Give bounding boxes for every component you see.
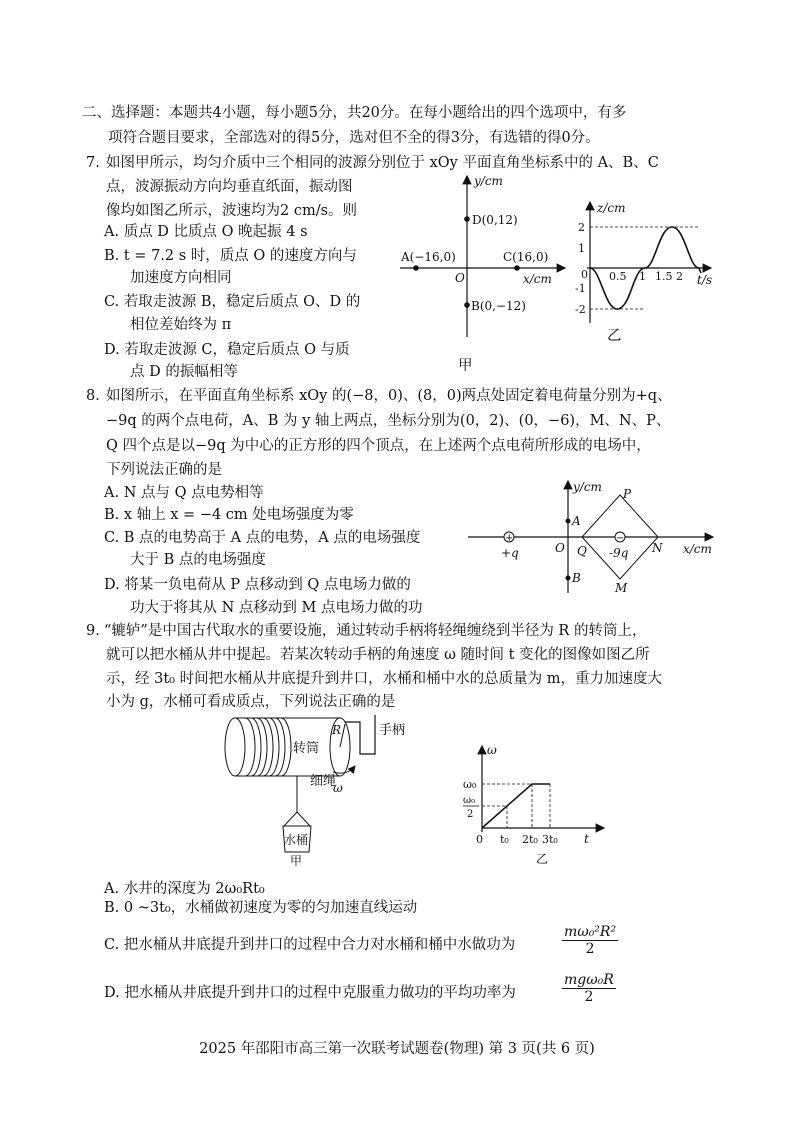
q7-option-d-line2: 点 D 的振幅相等 [130,364,238,380]
q9-yi-xtick-2t0: 2t₀ [522,833,538,846]
q9-radius-label: R [332,723,342,737]
q7-number: 7. [86,155,100,171]
q7-point-a [413,265,419,271]
q9-option-c-numerator: mω₀²R² [564,924,617,940]
section-heading-line1: 二、选择题：本题共4小题，每小题5分，共20分。在每小题给出的四个选项中，有多 [82,105,627,121]
q8-option-d-line1: D. 将某一负电荷从 P 点移动到 Q 点电场力做的 [104,577,411,593]
q7-yi-xlabel: t/s [697,273,713,287]
q7-point-c [514,265,520,271]
q9-drum-label: 转筒 [293,741,320,756]
q7-stem-line2: 点，波源振动方向均垂直纸面，振动图 [106,179,353,195]
q9-rope-label: 细绳 [310,774,337,789]
q7-option-d-line1: D. 若取走波源 C，稳定后质点 O 与质 [104,342,350,358]
q7-jia-xlabel: x/cm [523,272,552,286]
q8-plus-symbol: + [505,533,514,544]
q7-option-c-line2: 相位差始终为 π [130,317,232,333]
q7-label-a: A(−16,0) [401,250,456,264]
q9-option-a: A. 水井的深度为 2ω₀Rt₀ [104,881,265,897]
q8-origin: O [555,541,565,555]
q8-option-a: A. N 点与 Q 点电势相等 [104,485,264,501]
q7-stem-line3: 像均如图乙所示，波速均为2 cm/s。则 [106,203,358,219]
q8-xlabel: x/cm [683,542,712,556]
q9-option-c-denominator: 2 [585,941,595,957]
q8-line3: Q 四个点是以−9q 为中心的正方形的四个顶点，在上述两个点电荷所形成的电场中， [106,438,651,454]
q9-option-d-denominator: 2 [584,989,594,1005]
q8-figure [465,478,720,596]
q8-pos-charge-label: +q [501,546,519,560]
q7-point-d [464,216,470,222]
q8-label-b: B [572,571,581,585]
q9-option-d-fraction [562,972,616,1005]
q9-yi-origin: 0 [476,833,483,846]
q7-yi-caption: 乙 [607,328,622,344]
q7-yi-ytick-neg2: -2 [575,303,586,316]
q9-option-d: D. 把水桶从井底提升到井口的过程中克服重力做功的平均功率为 [104,985,516,1001]
q8-line1: 如图所示，在平面直角坐标系 xOy 的(−8，0)、(8，0)两点处固定着电荷量分别为+q、 [106,388,672,404]
q7-option-b-line2: 加速度方向相同 [130,270,232,286]
q7-yi-xtick-1: 1 [639,270,646,283]
q9-bucket-top [284,812,310,826]
q9-omega-label: ω [333,781,343,795]
q8-line4: 下列说法正确的是 [106,462,222,478]
q9-line3: 示，经 3t₀ 时间把水桶从井底提升到井口，水桶和桶中水的总质量为 m，重力加速度大 [106,671,662,687]
q9-yi-xtick-3t0: 3t₀ [542,833,558,846]
q8-option-c-line1: C. B 点的电势高于 A 点的电势，A 点的电场强度 [104,530,421,546]
q7-option-c-line1: C. 若取走波源 B，稳定后质点 O、D 的 [104,294,361,310]
q8-number: 8. [86,388,100,404]
q7-jia-origin: O [455,271,465,285]
q7-option-a: A. 质点 D 比质点 O 晚起振 4 s [104,224,308,240]
q9-yi-ylabel: ω [487,743,497,757]
q7-yi-xtick-2: 2 [676,270,683,283]
q8-label-q: Q [577,544,587,558]
q7-yi-ytick-neg1: -1 [575,282,586,295]
q9-line1: “辘轳”是中国古代取水的重要设施，通过转动手柄将轻绳缠绕到半径为 R 的转筒上， [104,623,647,639]
q9-yi-w0: ω₀ [463,778,477,791]
section-heading-line2: 项符合题目要求，全部选对的得5分，选对但不全的得3分，有选错的得0分。 [108,130,600,146]
q9-option-d-numerator: mgω₀R [564,972,614,988]
q7-yi-xtick-1.5: 1.5 [655,270,673,283]
q8-option-d-line2: 功大于将其从 N 点移动到 M 点电场力做的功 [130,600,423,616]
q9-figure-yi [462,742,612,867]
q8-label-a: A [572,514,581,528]
q7-figure-jia [395,172,570,347]
q9-yi-caption: 乙 [536,852,549,866]
q8-point-b [566,576,571,581]
q7-stem-line1: 如图甲所示，均匀介质中三个相同的波源分别位于 xOy 平面直角坐标系中的 A、B、C [106,155,659,171]
q7-point-b [464,302,470,308]
q7-label-b: B(0,−12) [471,299,526,313]
q8-label-n: N [652,541,663,555]
q9-yi-xtick-t0: t₀ [500,833,509,846]
q9-figure-jia [215,712,425,867]
q9-option-c-fraction [562,924,618,957]
q8-neg-charge-label: -9q [609,546,629,560]
q9-line2: 就可以把水桶从井中提起。若某次转动手柄的角速度 ω 随时间 t 变化的图像如图乙所 [106,647,650,663]
q8-option-c-line2: 大于 B 点的电场强度 [130,552,266,568]
q7-yi-xtick-0.5: 0.5 [609,270,627,283]
q9-line4: 小为 g，水桶可看成质点，下列说法正确的是 [106,694,396,710]
q8-point-a [566,519,571,524]
page-footer: 2025 年邵阳市高三第一次联考试题卷(物理) 第 3 页(共 6 页) [199,1041,595,1057]
q7-figure-yi [575,198,715,326]
q8-minus-symbol: − [616,533,625,544]
q9-jia-caption: 甲 [290,854,303,867]
q9-bucket-label: 水桶 [284,833,309,847]
q9-yi-w0half-num: ω₀ [463,795,476,806]
q9-yi-w0half-den: 2 [467,809,474,820]
q7-jia-caption: 甲 [458,358,473,374]
q7-yi-origin: 0 [581,268,588,281]
q8-label-m: M [615,581,628,595]
q7-option-b-line1: B. t = 7.2 s 时，质点 O 的速度方向与 [104,248,357,264]
q7-yi-ytick-2: 2 [578,221,585,234]
q9-handle-label: 手柄 [379,723,406,738]
q7-label-d: D(0,12) [472,213,518,227]
q9-option-b: B. 0 ~3t₀，水桶做初速度为零的匀加速直线运动 [104,900,418,916]
q7-label-c: C(16,0) [503,250,549,264]
q8-label-p: P [623,487,632,501]
q8-line2: −9q 的两个点电荷，A、B 为 y 轴上两点，坐标分别为(0，2)、(0，−6)，M、N、P、 [106,413,671,429]
q7-yi-ylabel: z/cm [597,201,626,215]
q7-jia-ylabel: y/cm [474,174,503,188]
q9-number: 9. [86,623,100,639]
q9-option-c: C. 把水桶从井底提升到井口的过程中合力对水桶和桶中水做功为 [104,937,516,953]
q8-ylabel: y/cm [573,480,602,494]
q7-yi-ytick-1: 1 [578,242,585,255]
q8-option-b: B. x 轴上 x = −4 cm 处电场强度为零 [104,507,354,523]
q9-yi-xlabel: t [584,832,589,846]
